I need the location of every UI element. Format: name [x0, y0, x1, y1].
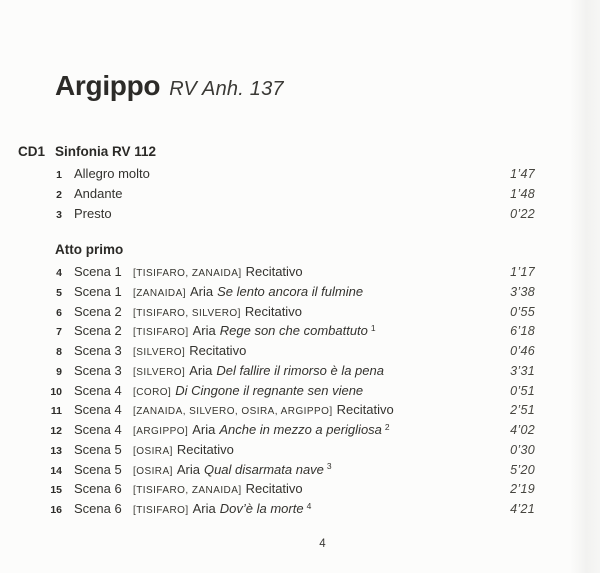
track-duration: 2’19: [510, 482, 535, 497]
track-row: [0, 462, 600, 482]
scene-label: Scena 5: [74, 441, 122, 457]
track-description: [133, 501, 510, 516]
cast-names: [SILVERO]: [133, 347, 186, 358]
cast-names: [TISIFARO, ZANAIDA]: [133, 268, 242, 279]
cast-names: [CORO]: [133, 386, 172, 398]
scene-label: Scena 6: [74, 501, 122, 516]
track-number: 12: [50, 425, 62, 437]
act-heading: Atto primo: [55, 242, 124, 257]
track-row: [0, 442, 600, 462]
track-description: [133, 284, 510, 299]
cast-names: [TISIFARO]: [133, 505, 189, 516]
track-row: [0, 402, 600, 422]
track-duration: 0’22: [510, 207, 535, 221]
piece-kind: Aria: [176, 461, 200, 477]
track-number: 15: [50, 484, 62, 497]
aria-title: Dov’è la morte: [219, 501, 304, 516]
track-number: 8: [56, 346, 62, 358]
track-duration: 0’30: [510, 442, 535, 457]
act-heading-row: [0, 242, 600, 264]
scene-label: Scena 3: [74, 362, 122, 378]
track-number: 14: [50, 464, 62, 477]
track-description: [133, 442, 510, 457]
track-description: [133, 462, 510, 477]
piece-kind: Aria: [189, 283, 214, 299]
scene-label: Scena 1: [74, 283, 122, 299]
track-description: [133, 304, 510, 319]
track-number: 11: [50, 405, 62, 418]
scene-label: Scena 2: [74, 303, 122, 319]
track-row: [0, 383, 600, 403]
piece-kind: Recitativo: [245, 481, 303, 497]
footnote-marker: 4: [306, 501, 312, 511]
work-title: Argippo: [55, 70, 161, 101]
track-description: [133, 422, 510, 437]
track-number: 1: [56, 169, 62, 181]
track-row: [0, 422, 600, 442]
track-duration: 1’17: [510, 265, 535, 279]
track-number: 13: [50, 444, 62, 457]
track-number: 6: [56, 306, 62, 319]
track-row: [0, 166, 600, 186]
piece-kind: Recitativo: [176, 441, 234, 457]
track-row: [0, 501, 600, 521]
aria-title: Del fallire il rimorso è la pena: [216, 362, 384, 378]
track-number: 3: [56, 209, 62, 221]
track-duration: 3’38: [510, 284, 535, 299]
piece-kind: Aria: [189, 362, 213, 378]
disc-heading: Sinfonia RV 112: [55, 144, 157, 159]
disc-label: CD1: [18, 144, 46, 159]
movement-title: Allegro molto: [74, 166, 150, 181]
page-number: 4: [319, 538, 326, 550]
aria-title: Anche in mezzo a perigliosa: [219, 422, 382, 437]
scene-label: Scena 4: [74, 382, 122, 398]
aria-title: Rege son che combattuto: [219, 323, 368, 339]
piece-kind: Aria: [192, 501, 216, 516]
track-duration: 0’51: [510, 383, 535, 398]
track-duration: 4’21: [510, 502, 535, 516]
scene-label: Scena 1: [74, 264, 122, 279]
footnote-marker: 1: [370, 323, 376, 333]
footnote-marker: 2: [384, 422, 390, 432]
piece-kind: Recitativo: [336, 402, 394, 418]
track-row: [0, 304, 600, 324]
scene-label: Scena 4: [74, 402, 122, 418]
scene-label: Scena 3: [74, 343, 122, 358]
movement-title: Presto: [74, 206, 112, 221]
disc-heading-row: [0, 144, 600, 166]
track-row: [0, 363, 600, 383]
scene-label: Scena 5: [74, 461, 122, 477]
cast-names: [ZANAIDA]: [133, 287, 186, 299]
track-duration: 5’20: [510, 462, 535, 477]
track-duration: 0’46: [510, 344, 535, 358]
movement-title: Andante: [74, 186, 123, 201]
work-catalog-number: RV Anh. 137: [169, 78, 284, 100]
track-duration: 1’48: [510, 187, 535, 201]
cast-names: [ARGIPPO]: [133, 426, 189, 437]
piece-kind: Recitativo: [189, 343, 247, 358]
track-row: [0, 284, 600, 304]
track-description: [133, 363, 510, 378]
track-number: 16: [50, 504, 62, 516]
act-one-section: [0, 242, 600, 521]
cast-names: [OSIRA]: [133, 465, 173, 477]
aria-title: Di Cingone il regnante sen viene: [175, 382, 364, 398]
cast-names: [SILVERO]: [133, 366, 186, 378]
track-row: [0, 323, 600, 343]
cast-names: [TISIFARO, SILVERO]: [133, 307, 241, 319]
track-duration: 1’47: [510, 167, 535, 181]
piece-kind: Aria: [192, 323, 216, 339]
track-duration: 4’02: [510, 423, 535, 437]
track-number: 7: [56, 326, 62, 339]
track-row: [0, 186, 600, 206]
track-number: 10: [50, 385, 62, 398]
track-number: 2: [56, 189, 62, 201]
cast-names: [TISIFARO, ZANAIDA]: [133, 485, 242, 497]
track-number: 9: [56, 365, 62, 378]
track-number: 5: [56, 286, 62, 299]
track-number: 4: [56, 267, 62, 279]
track-description: [133, 264, 510, 279]
cast-names: [OSIRA]: [133, 445, 173, 457]
piece-kind: Recitativo: [244, 303, 302, 319]
track-description: [133, 383, 510, 398]
cast-names: [TISIFARO]: [133, 327, 189, 339]
work-title-row: [55, 70, 284, 102]
cast-names: [ZANAIDA, SILVERO, OSIRA, ARGIPPO]: [133, 406, 333, 418]
sinfonia-track-list: [0, 166, 600, 226]
track-description: [133, 481, 510, 496]
track-description: [133, 323, 510, 338]
track-duration: 6’18: [510, 324, 535, 339]
cd1-section: [0, 144, 600, 226]
track-duration: 0’55: [510, 304, 535, 319]
track-row: [0, 481, 600, 501]
track-duration: 2’51: [510, 403, 535, 418]
track-description: [133, 343, 510, 358]
aria-title: Se lento ancora il fulmine: [217, 283, 364, 299]
track-row: [0, 206, 600, 226]
track-row: [0, 264, 600, 284]
act-track-list: [0, 264, 600, 521]
footnote-marker: 3: [326, 461, 332, 471]
track-duration: 3’31: [510, 363, 535, 378]
scene-label: Scena 4: [74, 422, 122, 437]
scene-label: Scena 6: [74, 481, 122, 497]
track-description: [133, 402, 510, 417]
piece-kind: Recitativo: [245, 264, 303, 279]
scene-label: Scena 2: [74, 323, 122, 339]
track-row: [0, 343, 600, 363]
aria-title: Qual disarmata nave: [203, 461, 324, 477]
piece-kind: Aria: [192, 422, 216, 437]
